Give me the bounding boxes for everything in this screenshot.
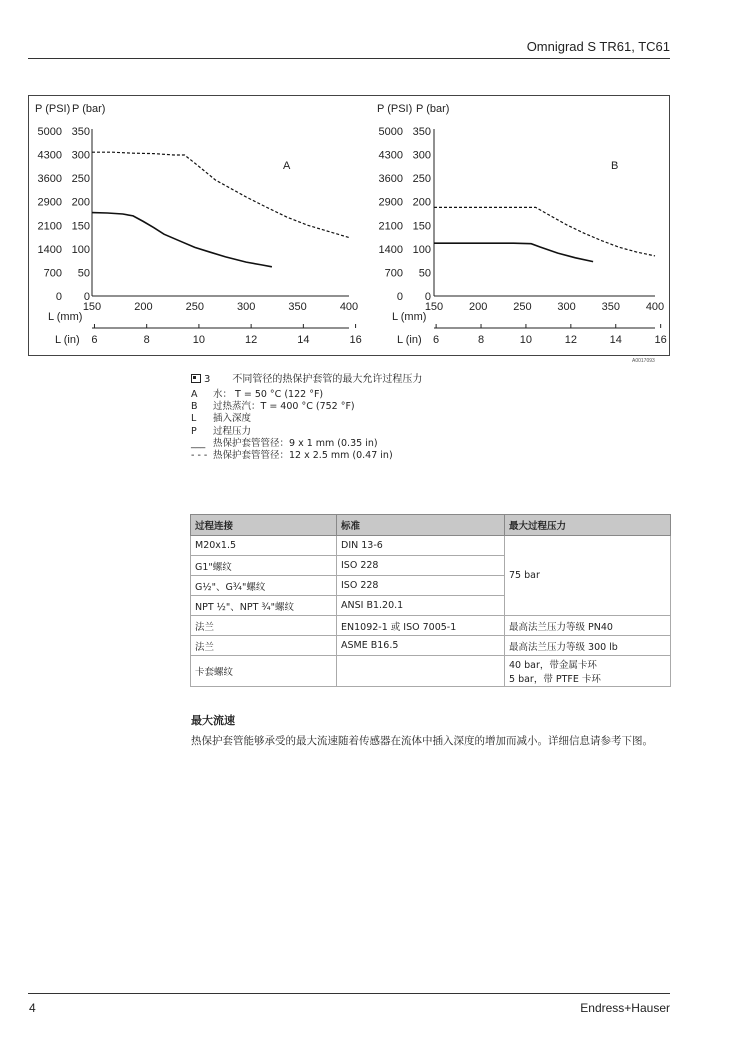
figure-legend	[191, 389, 393, 462]
y-tick-label-psi: 1400	[378, 243, 403, 256]
table-cell: ASME B16.5	[337, 636, 505, 656]
y-tick-label-bar: 300	[412, 149, 431, 162]
y-tick-label-psi: 3600	[37, 173, 62, 186]
y-axis-label-psi: P (PSI)	[377, 103, 413, 115]
y-tick-label-bar: 250	[71, 173, 90, 186]
y-tick-label-psi: 2900	[378, 196, 403, 209]
table-row	[191, 656, 671, 687]
dashed-line-key: - - -	[191, 450, 208, 462]
legend-row-a	[191, 389, 393, 401]
table-cell: G1"螺纹	[191, 556, 337, 576]
legend-key: L	[191, 413, 197, 425]
y-tick-label-psi: 4300	[37, 149, 62, 162]
x-tick-label-inch: 8	[477, 334, 485, 346]
panel-label: A	[283, 160, 291, 172]
y-tick-label-bar: 50	[77, 267, 90, 280]
y-tick-label-bar: 150	[71, 220, 90, 233]
figure-number: 3	[204, 374, 211, 385]
table-row	[191, 636, 671, 656]
table-cell: M20x1.5	[191, 536, 337, 556]
legend-text: 水： T = 50 °C (122 °F)	[213, 389, 324, 400]
column-header: 过程连接	[191, 515, 337, 536]
y-tick-label-psi: 3600	[378, 173, 403, 186]
x-tick-label-inch: 14	[609, 334, 622, 346]
x-axis-label-mm: L (mm)	[392, 311, 427, 323]
legend-key: P	[191, 425, 197, 437]
x-tick-label-inch: 6	[433, 334, 440, 346]
pressure-line: 40 bar，带金属卡环	[509, 660, 597, 671]
figure-caption-text: 不同管径的热保护套管的最大允许过程压力	[232, 374, 423, 385]
table-cell: ISO 228	[337, 556, 505, 576]
table-cell: 卡套螺纹	[191, 656, 337, 687]
table-row	[191, 616, 671, 636]
table-row	[191, 536, 671, 556]
y-tick-label-psi: 2100	[37, 220, 62, 233]
y-tick-label-bar: 150	[412, 220, 431, 233]
y-tick-label-psi: 0	[55, 291, 62, 303]
table-cell: 最高法兰压力等级 PN40	[505, 616, 671, 636]
pressure-line: 5 bar，带 PTFE 卡环	[509, 674, 601, 685]
legend-text: 热保护套管管径：12 x 2.5 mm (0.47 in)	[213, 450, 393, 462]
table-cell: 最高法兰压力等级 300 lb	[505, 636, 671, 656]
y-tick-label-psi: 4300	[378, 149, 403, 162]
y-tick-label-psi: 2100	[378, 220, 403, 233]
series-line-9x1	[434, 243, 593, 261]
table-cell: ISO 228	[337, 576, 505, 596]
table-cell: NPT ½"、NPT ¾"螺纹	[191, 596, 337, 616]
column-header: 最大过程压力	[505, 515, 671, 536]
series-line-12x2.5	[92, 152, 349, 237]
document-title: Omnigrad S TR61, TC61	[526, 39, 670, 54]
legend-text: 热保护套管管径：9 x 1 mm (0.35 in)	[213, 437, 378, 449]
legend-text: 过程压力	[213, 425, 252, 437]
y-tick-label-bar: 350	[71, 126, 90, 138]
y-tick-label-psi: 0	[396, 291, 403, 303]
table-cell	[505, 656, 671, 687]
y-tick-label-psi: 5000	[37, 126, 62, 138]
figure-code: A0017093	[632, 358, 655, 364]
y-tick-label-bar: 200	[412, 196, 431, 209]
y-tick-label-bar: 250	[412, 173, 431, 186]
header-divider	[28, 58, 670, 59]
table-cell: 法兰	[191, 636, 337, 656]
solid-line-key: ___	[191, 437, 206, 449]
legend-key: B	[191, 401, 198, 413]
x-tick-label-inch: 8	[143, 334, 150, 346]
x-tick-label-inch: 10	[192, 334, 206, 346]
x-tick-label-mm: 300	[237, 301, 256, 313]
x-tick-label-mm: 350	[288, 301, 307, 313]
y-tick-label-bar: 50	[418, 267, 431, 280]
y-tick-label-psi: 2900	[37, 196, 62, 209]
figure-icon	[191, 374, 201, 383]
y-tick-label-psi: 700	[43, 267, 62, 280]
x-tick-label-mm: 250	[185, 301, 204, 313]
section-paragraph: 热保护套管能够承受的最大流速随着传感器在流体中插入深度的增加而减小。详细信息请参考下图。	[191, 735, 653, 747]
legend-text: 过热蒸汽：T = 400 °C (752 °F)	[213, 401, 355, 413]
y-tick-label-bar: 100	[71, 243, 90, 256]
page-number: 4	[29, 1001, 36, 1015]
x-axis-label-mm: L (mm)	[48, 311, 83, 323]
x-tick-label-inch: 12	[564, 334, 577, 346]
x-tick-label-inch: 12	[245, 334, 258, 346]
y-axis-label-psi: P (PSI)	[35, 103, 71, 115]
x-tick-label-mm: 200	[134, 301, 153, 313]
process-connection-table	[190, 514, 671, 687]
legend-row-dashed-line	[191, 450, 393, 462]
section-heading: 最大流速	[191, 714, 235, 727]
x-tick-label-mm: 150	[424, 301, 444, 313]
table-cell	[337, 656, 505, 687]
y-axis-label-bar: P (bar)	[72, 103, 106, 115]
merged-pressure-cell: 75 bar	[505, 536, 671, 616]
y-tick-label-psi: 5000	[378, 126, 403, 138]
x-tick-label-mm: 400	[339, 301, 359, 313]
y-tick-label-bar: 100	[412, 243, 431, 256]
y-tick-label-bar: 0	[83, 291, 90, 303]
x-tick-label-mm: 300	[557, 301, 576, 313]
table-cell: ANSI B1.20.1	[337, 596, 505, 616]
y-tick-label-bar: 200	[71, 196, 90, 209]
legend-text: 插入深度	[213, 413, 252, 425]
x-tick-label-inch: 6	[91, 334, 98, 346]
table-cell: DIN 13-6	[337, 536, 505, 556]
y-tick-label-bar: 350	[412, 126, 431, 138]
series-line-9x1	[92, 213, 272, 267]
y-tick-label-bar: 0	[424, 291, 431, 303]
figure-caption	[191, 370, 422, 385]
x-tick-label-mm: 400	[645, 301, 665, 313]
x-axis-label-inch: L (in)	[55, 334, 80, 346]
table-cell: 法兰	[191, 616, 337, 636]
table-cell: G½"、G¾"螺纹	[191, 576, 337, 596]
x-tick-label-mm: 150	[82, 301, 102, 313]
x-tick-label-mm: 350	[601, 301, 620, 313]
y-tick-label-bar: 300	[71, 149, 90, 162]
y-tick-label-psi: 1400	[37, 243, 62, 256]
x-tick-label-inch: 14	[297, 334, 310, 346]
legend-row-solid-line	[191, 438, 393, 450]
legend-row-p	[191, 426, 393, 438]
x-tick-label-inch: 16	[654, 334, 667, 346]
x-tick-label-inch: 10	[519, 334, 533, 346]
legend-row-b	[191, 401, 393, 413]
footer-brand: Endress+Hauser	[580, 1001, 670, 1015]
x-tick-label-inch: 16	[349, 334, 362, 346]
pressure-charts	[29, 96, 669, 355]
y-tick-label-psi: 700	[384, 267, 403, 280]
table-header-row	[191, 515, 671, 536]
x-tick-label-mm: 250	[513, 301, 532, 313]
x-tick-label-mm: 200	[469, 301, 488, 313]
legend-key: A	[191, 389, 198, 400]
x-axis-label-inch: L (in)	[397, 334, 422, 346]
panel-label: B	[611, 160, 619, 172]
legend-row-l	[191, 413, 393, 425]
footer-divider	[28, 993, 670, 994]
table-cell: EN1092-1 或 ISO 7005-1	[337, 616, 505, 636]
column-header: 标准	[337, 515, 505, 536]
y-axis-label-bar: P (bar)	[416, 103, 450, 115]
